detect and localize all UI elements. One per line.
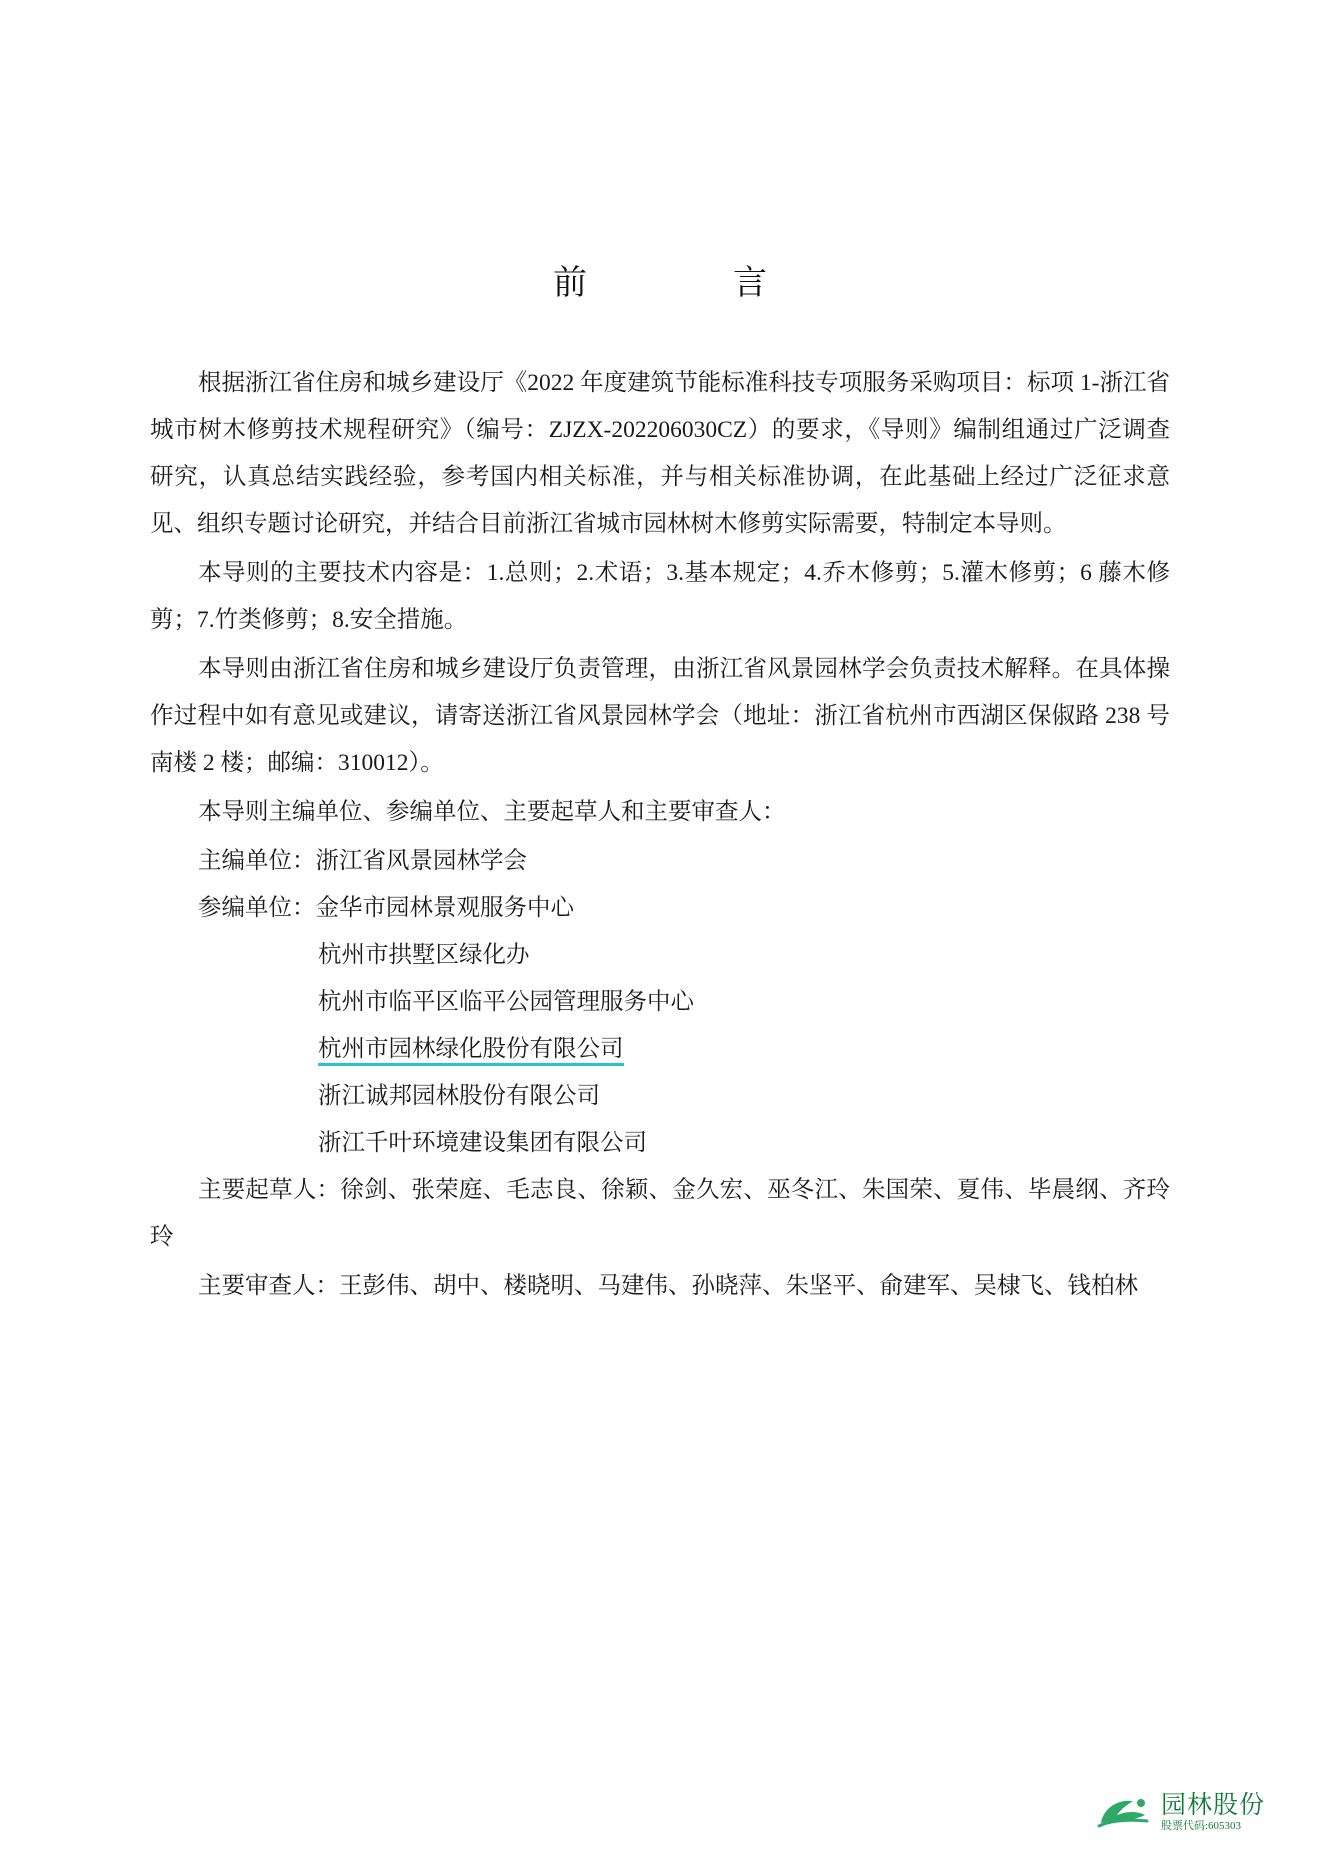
leaf-logo-icon bbox=[1097, 1793, 1151, 1833]
footer-logo-text bbox=[1161, 1793, 1265, 1833]
footer-logo-stock-code: 股票代码:605303 bbox=[1160, 1820, 1242, 1833]
paragraph-reviewers: 主要审查人：王彭伟、胡中、楼晓明、马建伟、孙晓萍、朱坚平、俞建军、吴棣飞、钱柏林 bbox=[198, 1273, 1138, 1299]
paragraph-drafters: 主要起草人：徐剑、张荣庭、毛志良、徐颖、金久宏、巫冬江、朱国荣、夏伟、毕晨纲、齐玲玲 bbox=[150, 1177, 1170, 1250]
highlighted-company-text: 杭州市园林绿化股份有限公司 bbox=[318, 1036, 624, 1066]
co-editor-unit-first: 参编单位：金华市园林景观服务中心 bbox=[198, 895, 574, 921]
co-editor-unit: 浙江诚邦园林股份有限公司 bbox=[318, 1083, 600, 1109]
document-body bbox=[150, 255, 1170, 1312]
paragraph-technical-contents: 本导则的主要技术内容是：1.总则；2.术语；3.基本规定；4.乔木修剪；5.灌木修剪；6 藤木修剪；7.竹类修剪；8.安全措施。 bbox=[150, 560, 1170, 633]
co-editor-unit: 杭州市拱墅区绿化办 bbox=[318, 942, 530, 968]
footer-logo bbox=[1097, 1793, 1265, 1833]
co-editor-unit-highlighted bbox=[150, 1026, 1170, 1073]
footer-logo-name: 园林股份 bbox=[1160, 1792, 1265, 1820]
paragraph-units-intro: 本导则主编单位、参编单位、主要起草人和主要审查人： bbox=[198, 799, 786, 825]
chief-editor-unit: 主编单位：浙江省风景园林学会 bbox=[198, 848, 527, 874]
page-title: 前 言 bbox=[553, 265, 793, 302]
co-editor-unit: 杭州市临平区临平公园管理服务中心 bbox=[318, 989, 694, 1015]
co-editor-unit: 浙江千叶环境建设集团有限公司 bbox=[318, 1130, 647, 1156]
paragraph-administration: 本导则由浙江省住房和城乡建设厅负责管理，由浙江省风景园林学会负责技术解释。在具体操作过程中如有意见或建议，请寄送浙江省风景园林学会（地址：浙江省杭州市西湖区保俶路 238 号南楼 2 楼；邮编：310012）。 bbox=[150, 656, 1170, 776]
paragraph-foreword-1: 根据浙江省住房和城乡建设厅《2022 年度建筑节能标准科技专项服务采购项目：标项 1-浙江省城市树木修剪技术规程研究》（编号：ZJZX-202206030CZ）的要求，《导则》编制组通过广泛调查研究，认真总结实践经验，参考国内相关标准，并与相关标准协调，在此基础上经过广泛征求意见、组织专题讨论研究，并结合目前浙江省城市园林树木修剪实际需要，特制定本导则。 bbox=[150, 370, 1170, 537]
